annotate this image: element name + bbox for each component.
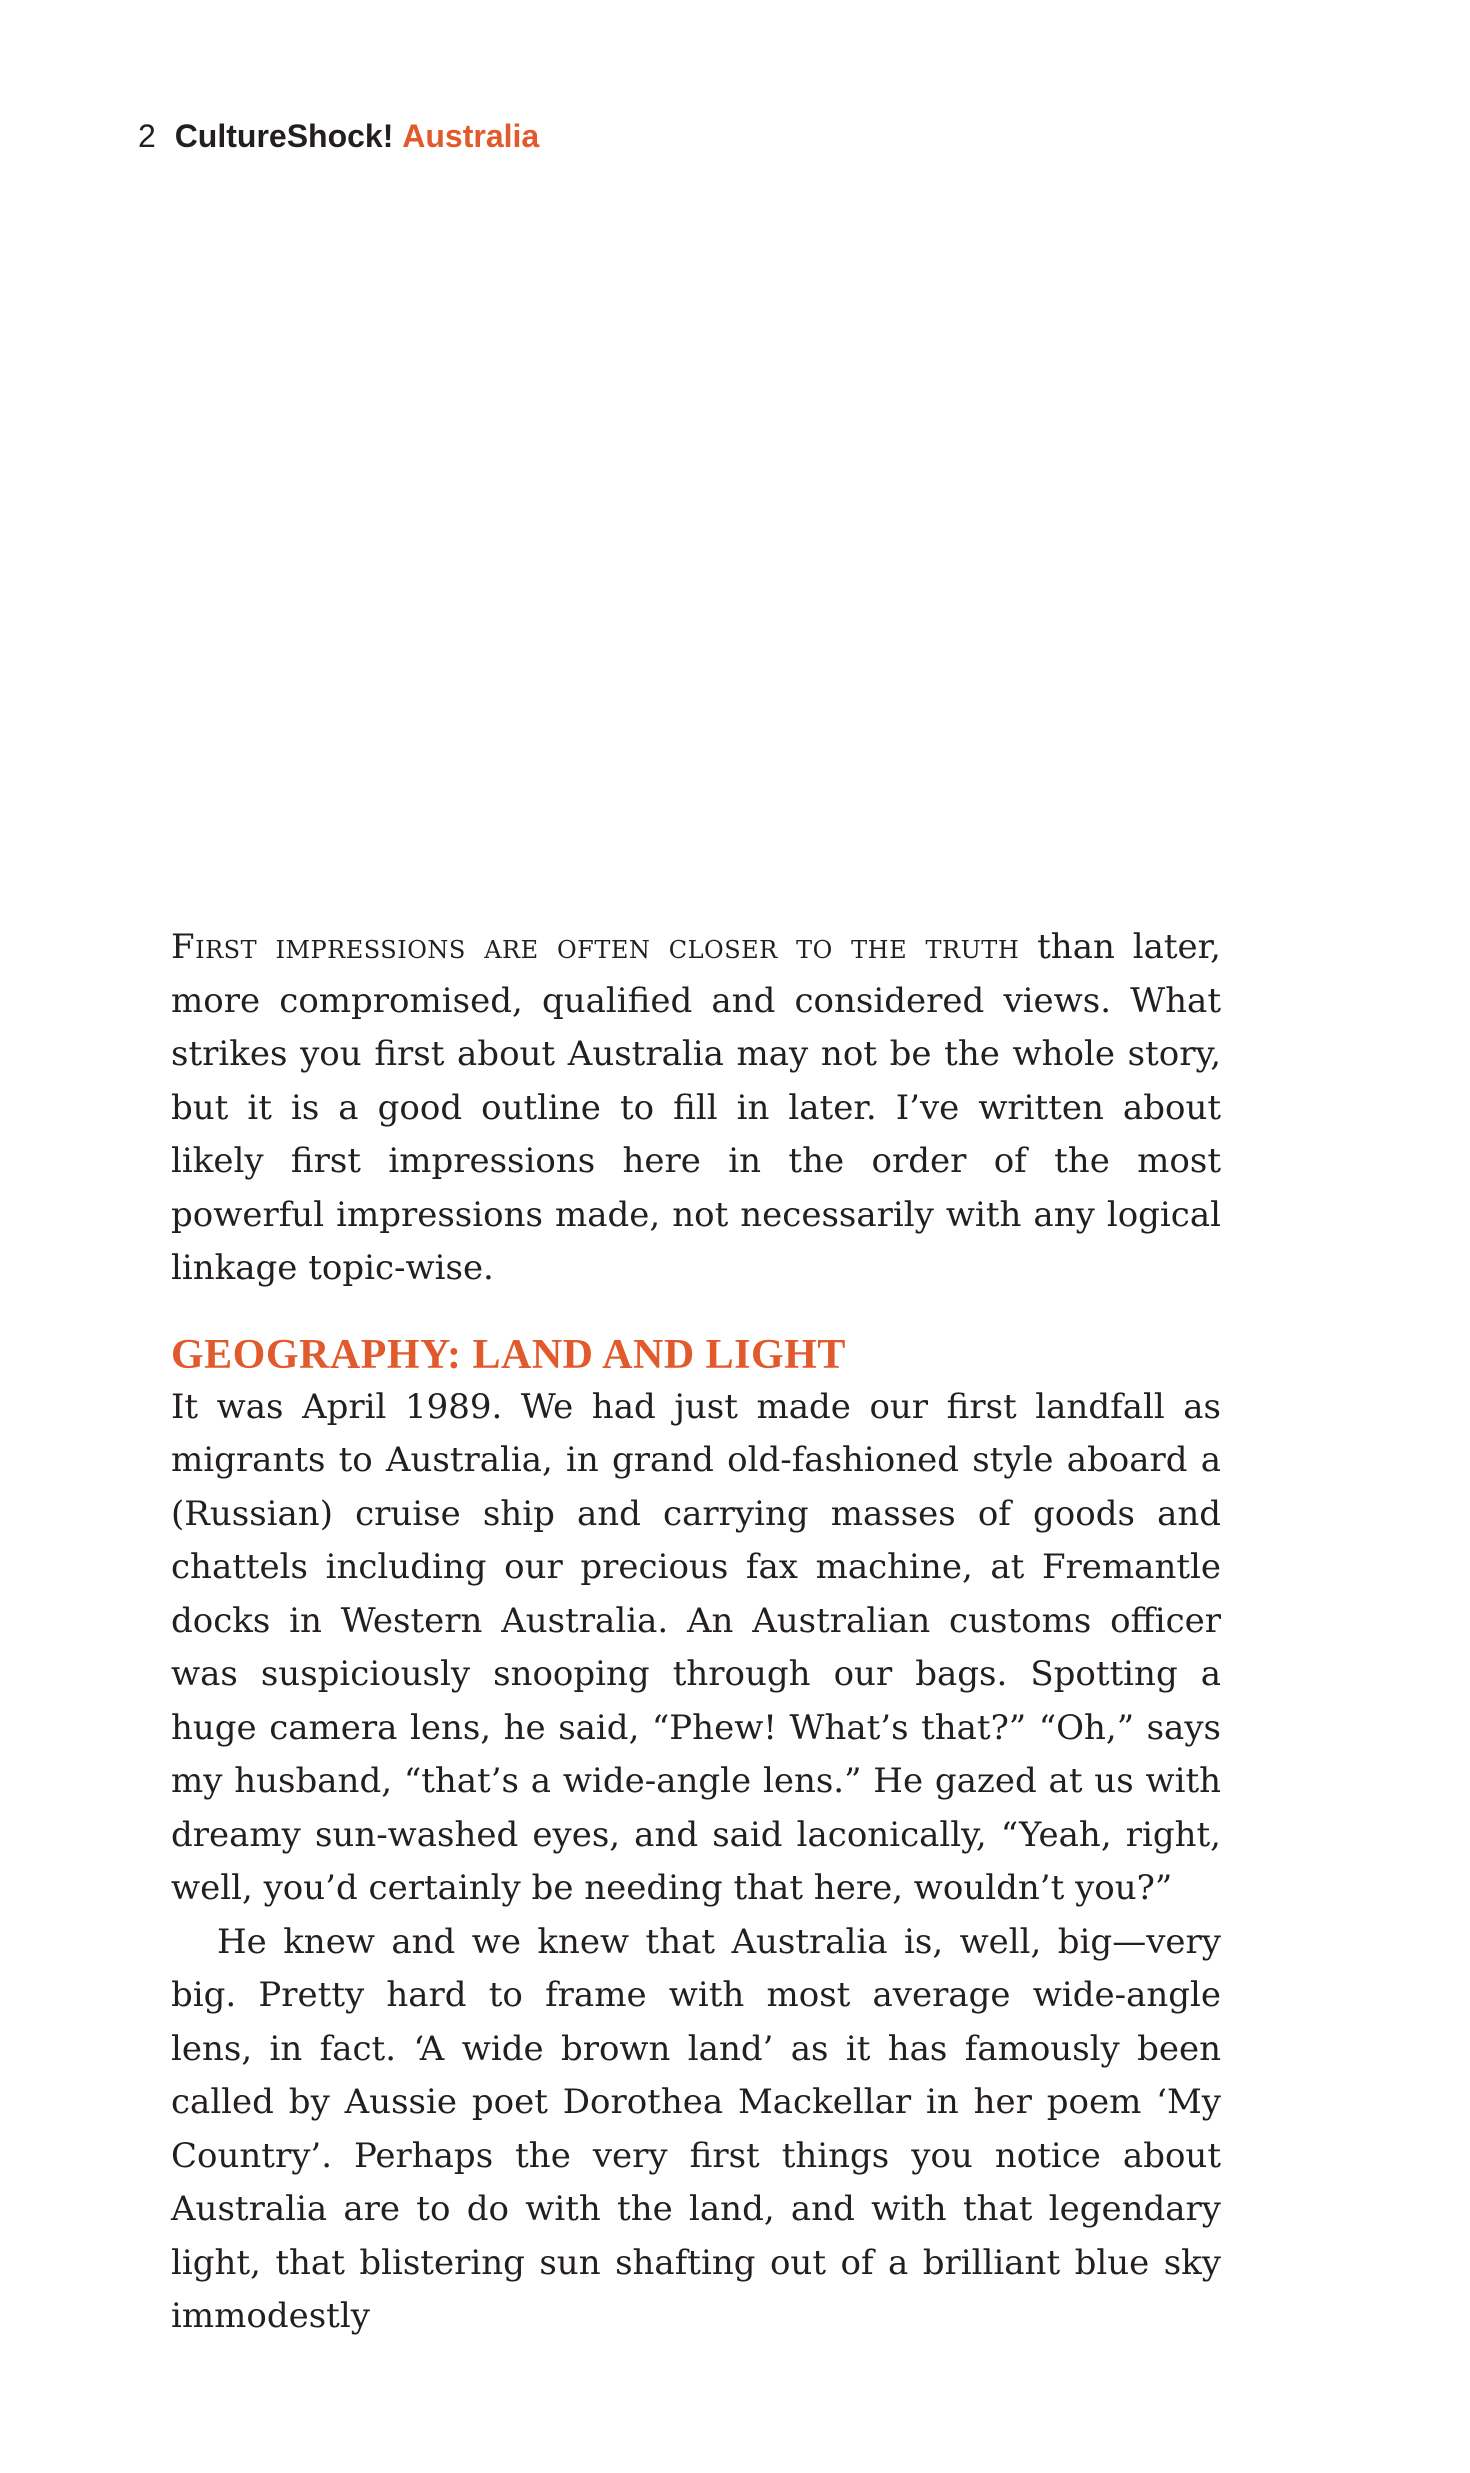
running-header: [138, 116, 539, 156]
page-number: 2: [138, 118, 156, 154]
page-body: [171, 921, 1221, 2344]
intro-lead-in: First impressions are often closer to the truth: [171, 927, 1020, 967]
intro-text: than later, more compromised, qualified and considered views. What strikes you first about Australia may not be the whole story, but it is a good outline to fill in later. I’ve written about likely first impressions here in the order of the most powerful impressions made, not necessarily with any logical linkage topic-wise.: [171, 927, 1221, 1288]
body-paragraph-2: He knew and we knew that Australia is, well, big—very big. Pretty hard to frame with most average wide-angle lens, in fact. ‘A wide brown land’ as it has famously been called by Aussie poet Dorothea Mackellar in her poem ‘My Country’. Perhaps the very first things you notice about Australia are to do with the land, and with that legendary light, that blistering sun shafting out of a brilliant blue sky immodestly: [171, 1921, 1221, 2336]
body-paragraph-1: It was April 1989. We had just made our first landfall as migrants to Australia, in grand old-fashioned style aboard a (Russian) cruise ship and carrying masses of goods and chattels including our precious fax machine, at Fremantle docks in Western Australia. An Australian customs officer was suspiciously snooping through our bags. Spotting a huge camera lens, he said, “Phew! What’s that?” “Oh,” says my husband, “that’s a wide-angle lens.” He gazed at us with dreamy sun-washed eyes, and said laconically, “Yeah, right, well, you’d certainly be needing that here, wouldn’t you?”: [171, 1386, 1221, 1908]
intro-paragraph: [171, 921, 1221, 1296]
book-subtitle: Australia: [402, 118, 540, 154]
section-heading: GEOGRAPHY: LAND AND LIGHT: [171, 1331, 846, 1378]
book-title: CultureShock!: [174, 118, 394, 154]
